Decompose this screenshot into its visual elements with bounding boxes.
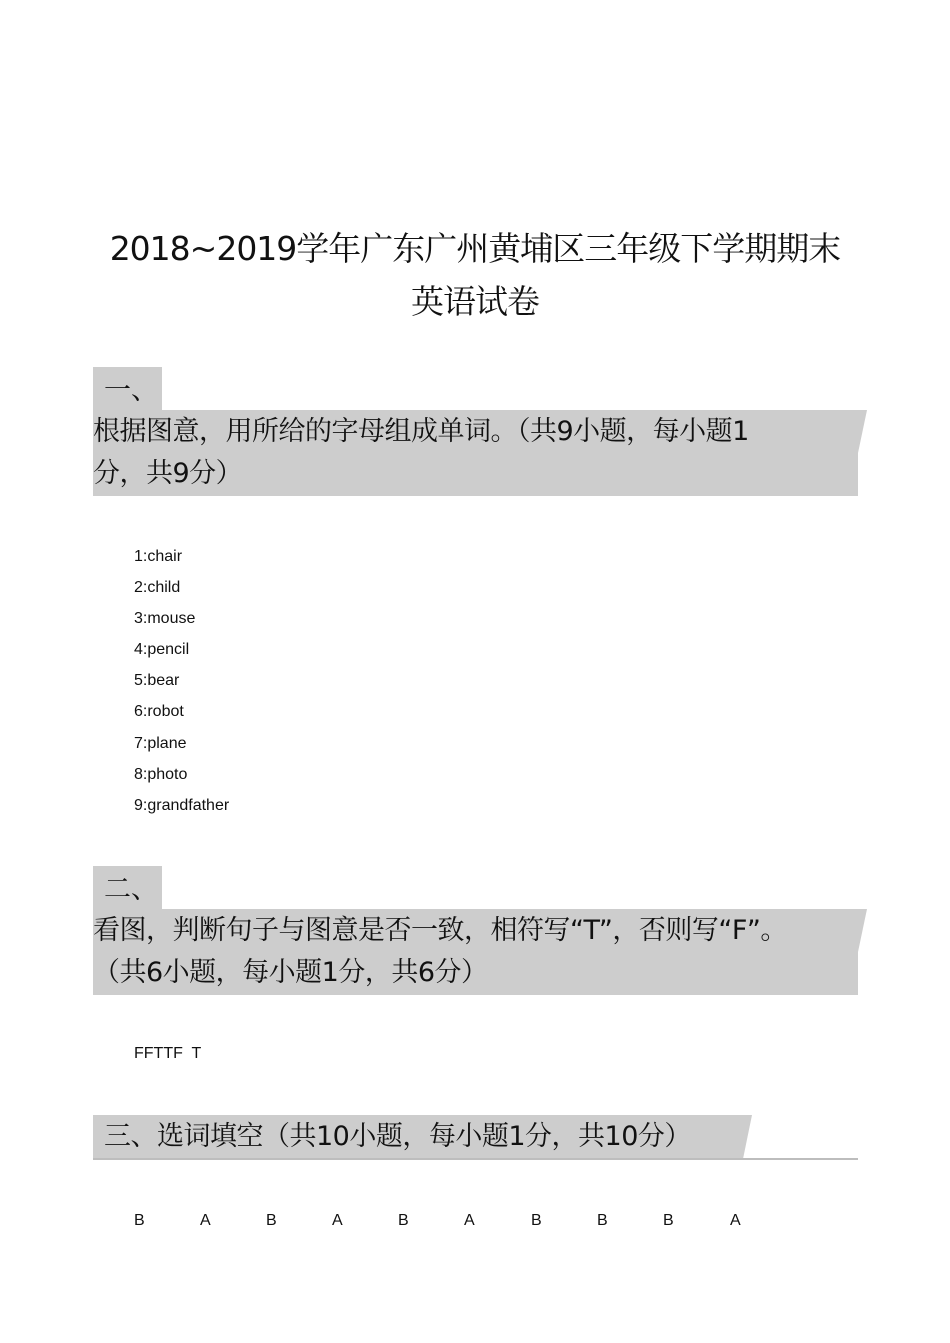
page-title bbox=[0, 222, 950, 328]
choice-answer: B bbox=[663, 1212, 674, 1229]
section-2-heading bbox=[93, 910, 893, 994]
section-1-heading-line-1: 根据图意，用所给的字母组成单词。（共9小题，每小题1 bbox=[93, 416, 749, 447]
section-2-answer: FFTTF T bbox=[134, 1045, 202, 1062]
choice-answer: A bbox=[332, 1212, 343, 1229]
title-line-2: 英语试卷 bbox=[411, 282, 539, 321]
list-item: 9:grandfather bbox=[134, 796, 230, 814]
section-2-number: 二、 bbox=[104, 874, 158, 905]
choice-answer: B bbox=[398, 1212, 409, 1229]
choice-answer: B bbox=[134, 1212, 145, 1229]
section-2-heading-line-1: 看图，判断句子与图意是否一致，相符写“T”，否则写“F”。 bbox=[93, 915, 787, 946]
list-item: 3:mouse bbox=[134, 610, 196, 628]
list-item: 5:bear bbox=[134, 672, 180, 690]
list-item: 7:plane bbox=[134, 734, 187, 752]
list-item: 4:pencil bbox=[134, 641, 190, 659]
title-line-1: 2018~2019学年广东广州黄埔区三年级下学期期末 bbox=[109, 229, 841, 268]
choice-answer: B bbox=[597, 1212, 608, 1229]
choice-answer: A bbox=[200, 1212, 211, 1229]
section-3-underline bbox=[93, 1158, 858, 1160]
section-2-heading-line-2: （共6小题，每小题1分，共6分） bbox=[93, 957, 488, 988]
section-1-heading bbox=[93, 411, 893, 495]
section-1-heading-line-2: 分，共9分） bbox=[93, 458, 243, 489]
section-3-heading: 三、选词填空（共10小题，每小题1分，共10分） bbox=[104, 1121, 691, 1152]
choice-answer: B bbox=[531, 1212, 542, 1229]
choice-answer: A bbox=[464, 1212, 475, 1229]
choice-answer: A bbox=[730, 1212, 741, 1229]
list-item: 6:robot bbox=[134, 703, 184, 721]
section-1-number: 一、 bbox=[104, 375, 158, 406]
choice-answer: B bbox=[266, 1212, 277, 1229]
list-item: 2:child bbox=[134, 579, 181, 597]
section-1-answer-list bbox=[134, 541, 229, 821]
list-item: 1:chair bbox=[134, 548, 183, 565]
list-item: 8:photo bbox=[134, 765, 188, 783]
